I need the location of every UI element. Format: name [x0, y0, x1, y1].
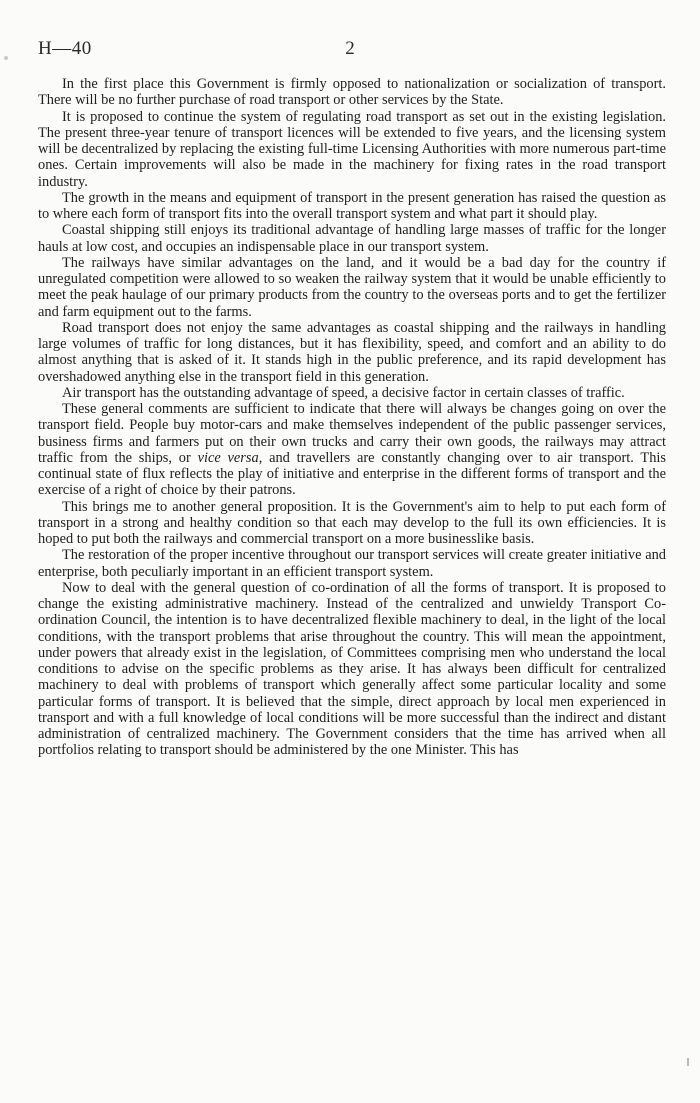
paragraph-nationalization: In the first place this Government is firmly opposed to nationalization or socialization of transport. There will be no further purchase of road transport or other services by the State. [38, 76, 666, 109]
paragraph-incentive: The restoration of the proper incentive throughout our transport services will create greater initiative and enterprise, both peculiarly important in an efficient transport system. [38, 547, 666, 580]
paragraph-railways: The railways have similar advantages on the land, and it would be a bad day for the country if unregulated competition were allowed to so weaken the railway system that it would be unable efficiently to meet the peak haulage of our primary products from the country to the overseas ports and to get the fertilizer and farm equipment out to the farms. [38, 254, 666, 320]
paragraph-general-comments-start: These general comments are sufficient to indicate that there will always be changes going on over the transport field. People buy motor-cars and make themselves independent of the public passenger services, business firms and farmers put on their own trucks and carry their own goods, the railways may attract traffic from the ships, or [38, 401, 666, 466]
body-text [38, 76, 666, 759]
paragraph-general-proposition: This brings me to another general proposition. It is the Government's aim to help to put each form of transport in a strong and healthy condition so that each may develop to the full its own efficiencies. It is hoped to put both the railways and commercial transport on a more businesslike basis. [38, 498, 666, 547]
paragraph-regulation: It is proposed to continue the system of regulating road transport as set out in the existing legislation. The present three-year tenure of transport licences will be extended to five years, and the licensing system will be decentralized by replacing the existing full-time Licensing Authorities with more numerous part-time ones. Certain improvements will also be made in the machinery for fixing rates in the road transport industry. [38, 108, 666, 190]
edge-speck [687, 1058, 689, 1066]
page-number: 2 [345, 38, 355, 59]
paragraph-general-comments-end: , and travellers are constantly changing over to air transport. This continual state of flux reflects the play of initiative and enterprise in the different forms of transport and the exercise of a right of choice by their patrons. [38, 449, 666, 499]
paragraph-general-comments [38, 401, 666, 499]
page-header [0, 38, 700, 66]
paragraph-growth: The growth in the means and equipment of transport in the present generation has raised the question as to where each form of transport fits into the overall transport system and what part it should play. [38, 189, 666, 222]
paragraph-air-transport: Air transport has the outstanding advantage of speed, a decisive factor in certain classes of traffic. [62, 384, 625, 401]
document-reference: H—40 [38, 38, 92, 59]
paragraph-road-transport: Road transport does not enjoy the same advantages as coastal shipping and the railways in handling large volumes of traffic for long distances, but it has flexibility, speed, and comfort and an ability to do almost anything that is asked of it. It stands high in the public preference, and its rapid development has overshadowed anything else in the transport field in this generation. [38, 319, 666, 385]
paragraph-co-ordination: Now to deal with the general question of co-ordination of all the forms of transport. It is proposed to change the existing administrative machinery. Instead of the centralized and unwieldy Transport Co-ordination Council, the intention is to have decentralized flexible machinery to deal, in the light of the local conditions, with the transport problems that arise throughout the country. This will mean the appointment, under powers that already exist in the legislation, of Committees comprising men who understand the local conditions to advise on the specific problems as they arise. It has always been difficult for centralized machinery to deal with problems of transport which generally affect some particular locality and some particular forms of transport. It is believed that the simple, direct approach by local men experienced in transport and with a full knowledge of local conditions will be more successful than the indirect and distant administration of centralized machinery. The Government considers that the time has arrived when all portfolios relating to transport should be administered by the one Minister. This has [38, 579, 666, 759]
paragraph-coastal-shipping: Coastal shipping still enjoys its traditional advantage of handling large masses of traffic for the longer hauls at low cost, and occupies an indispensable place in our transport system. [38, 222, 666, 255]
italic-phrase: vice versa [197, 449, 259, 466]
